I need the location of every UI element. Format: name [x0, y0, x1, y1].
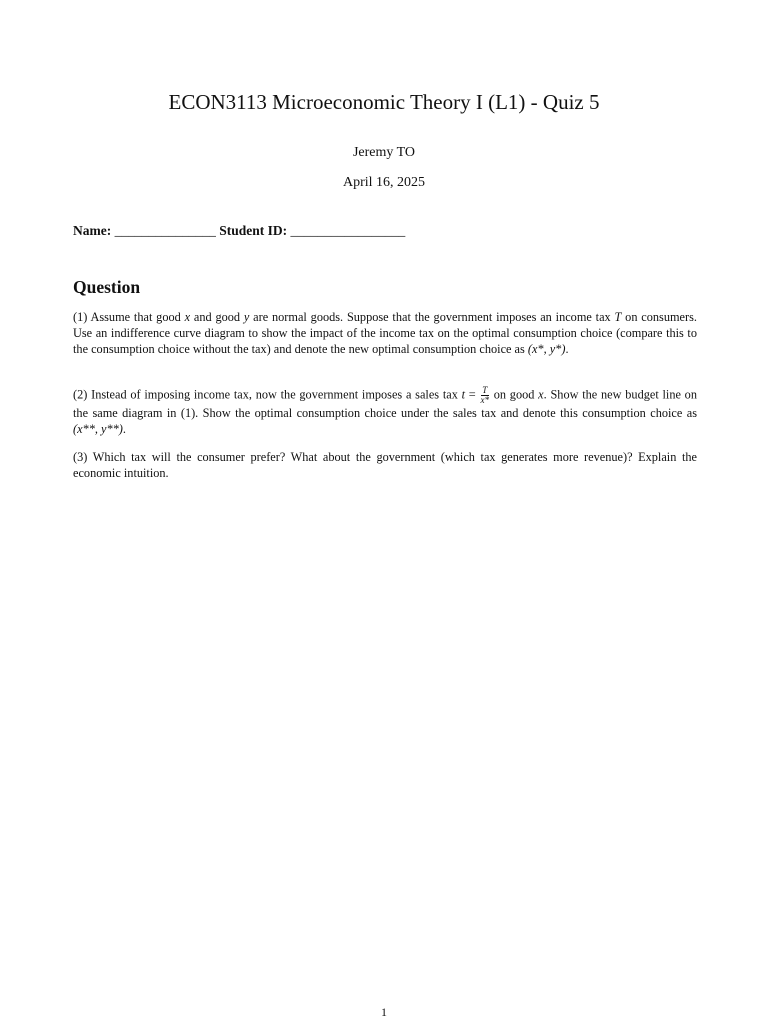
- q2-frac-denominator: x*: [480, 395, 489, 405]
- name-blank: _______________: [114, 223, 216, 238]
- document-title: ECON3113 Microeconomic Theory I (L1) - Quiz 5: [168, 90, 600, 114]
- q2-frac-numerator: T: [482, 385, 488, 395]
- q2-text-c: . Show the new budget line on the same diagram in (1). Show the optimal consumption choice under the sales tax and denote this consumption choice as: [73, 387, 697, 420]
- q1-text-c: are normal goods. Suppose that the government imposes an income tax: [249, 310, 615, 324]
- student-info-line: [73, 223, 713, 239]
- q2-text-d: .: [122, 422, 126, 437]
- q1-text-e: .: [565, 342, 569, 357]
- question-1: [73, 309, 697, 358]
- document-date: April 16, 2025: [342, 175, 426, 190]
- q1-var-y: y: [243, 310, 250, 324]
- question-2: [73, 386, 697, 437]
- q1-text-b: and good: [190, 310, 244, 324]
- page-number: 1: [381, 1005, 387, 1019]
- q2-var-t: t: [461, 387, 466, 402]
- q1-var-x: x: [184, 310, 191, 324]
- q2-var-x: x: [538, 387, 544, 402]
- section-heading: Question: [73, 277, 141, 297]
- q1-text-d: on consumers. Use an indifference curve diagram to show the impact of the income tax on the optimal consumption choice (compare this to the consumption choice without the tax) and denote the new optimal consumption choice as: [73, 310, 697, 357]
- q1-var-T: T: [614, 310, 622, 324]
- name-label: Name:: [73, 223, 112, 238]
- author-name: Jeremy TO: [352, 145, 416, 160]
- q1-optimal-choice: (x*, y*): [527, 342, 566, 357]
- student-id-label: Student ID:: [219, 223, 288, 238]
- q2-optimal-choice: (x**, y**): [73, 422, 123, 437]
- question-3: (3) Which tax will the consumer prefer? What about the government (which tax generates more revenue)? Explain the economic intuition.: [73, 450, 697, 481]
- q2-text-a: (2) Instead of imposing income tax, now the government imposes a sales tax: [73, 387, 462, 402]
- student-id-blank: _________________: [290, 223, 406, 238]
- q2-tax-fraction: [481, 386, 490, 405]
- q1-text-a: (1) Assume that good: [73, 310, 185, 324]
- q2-text-b: on good: [490, 387, 539, 402]
- q2-equals: =: [465, 387, 480, 402]
